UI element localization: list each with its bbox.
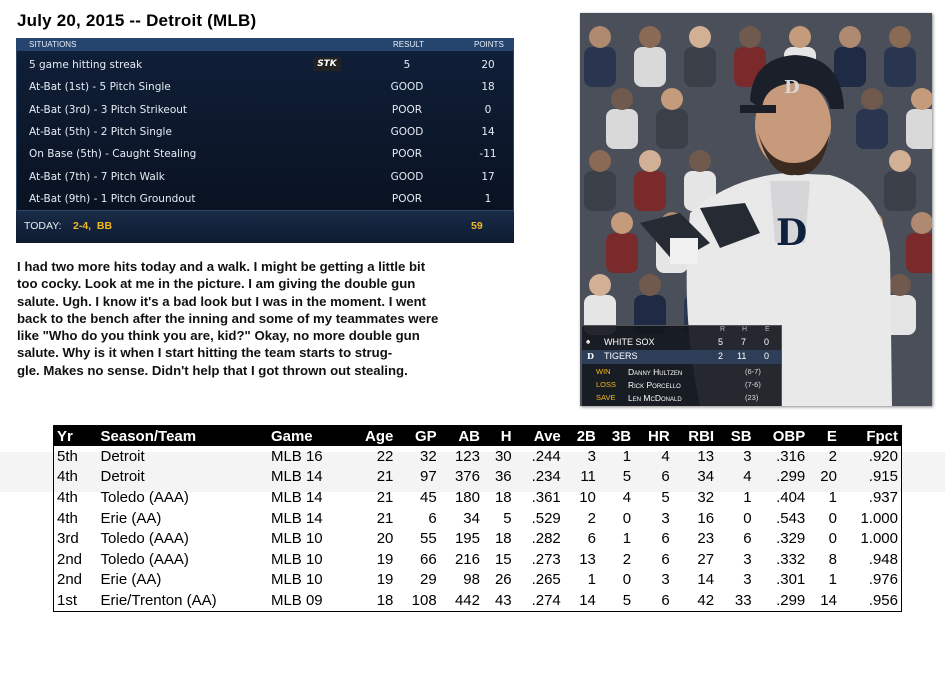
table-row [54, 487, 902, 508]
crowd-head [689, 150, 711, 172]
table-cell: 3 [661, 509, 670, 527]
journal-line: salute. Why is it when I start hitting the team starts to strug- [17, 345, 393, 361]
crowd-figure [606, 109, 638, 149]
column-header-obp: OBP [755, 426, 809, 447]
journal-text [17, 258, 517, 379]
team-hits: 7 [741, 337, 747, 347]
table-cell: 216 [454, 550, 480, 568]
decision-record: (6-7) [745, 367, 761, 376]
column-header-yr: Yr [54, 426, 98, 447]
crowd-figure [606, 233, 638, 273]
column-header-hr: HR [634, 426, 673, 447]
journal-line: salute. Ugh. I know it's a bad look but I was in the moment. I went [17, 293, 427, 309]
table-cell: 15 [494, 550, 512, 568]
situation-row [16, 121, 514, 143]
table-cell: 0 [622, 509, 632, 527]
situation-result: POOR [391, 103, 423, 116]
table-cell: 20 [376, 530, 394, 548]
table-cell: 16 [697, 509, 715, 527]
table-cell: 10 [579, 488, 596, 506]
crowd-head [589, 26, 611, 48]
table-cell: Erie (AA) [100, 509, 162, 527]
table-row [54, 467, 902, 488]
table-cell: MLB 09 [270, 591, 323, 609]
table-row [54, 570, 902, 591]
table-cell: 4th [57, 488, 78, 506]
column-header-ab: AB [440, 426, 483, 447]
table-cell: 6 [743, 530, 752, 548]
table-cell: 19 [376, 571, 394, 589]
table-cell: 22 [376, 447, 394, 465]
table-cell: 3 [661, 571, 670, 589]
situation-row [16, 188, 514, 210]
table-cell: .316 [776, 447, 806, 465]
situation-result: GOOD [390, 170, 424, 183]
page-title: July 20, 2015 -- Detroit (MLB) [17, 11, 257, 30]
table-cell: 1 [828, 488, 837, 506]
decision-row-save [582, 392, 781, 404]
table-cell: 180 [454, 488, 480, 506]
column-header-e: E [808, 426, 840, 447]
table-cell: 1 [828, 571, 837, 589]
table-cell: 21 [376, 488, 394, 506]
journal-line: back to the bench after the inning and some of my teammates were [17, 310, 439, 326]
decision-label: WIN [596, 367, 611, 376]
crowd-head [661, 88, 683, 110]
table-cell: 2 [828, 447, 837, 465]
situation-text: At-Bat (7th) - 7 Pitch Walk [29, 170, 165, 183]
table-cell: 6 [661, 468, 670, 486]
table-cell: 5th [57, 447, 78, 465]
team-hits: 11 [737, 351, 747, 361]
crowd-figure [584, 47, 616, 87]
table-cell: .282 [531, 530, 561, 548]
today-summary [16, 210, 514, 243]
table-cell: 18 [494, 488, 512, 506]
column-header-fpct: Fpct [840, 426, 902, 447]
table-cell: 1.000 [860, 530, 898, 548]
table-cell: 2 [622, 550, 632, 568]
crowd-figure [684, 47, 716, 87]
table-cell: 5 [661, 488, 670, 506]
team-runs: 2 [718, 351, 724, 361]
table-cell: 66 [420, 550, 437, 568]
table-row [54, 528, 902, 549]
table-cell: 1 [622, 530, 632, 548]
table-cell: 13 [579, 550, 596, 568]
situations-header [16, 38, 514, 51]
situation-points: -11 [479, 148, 497, 161]
team-row-tigers [582, 350, 781, 364]
table-cell: Toledo (AAA) [100, 488, 189, 506]
table-cell: .299 [776, 591, 806, 609]
table-cell: .956 [868, 591, 898, 609]
crowd-head [739, 26, 761, 48]
table-cell: 13 [697, 447, 715, 465]
table-cell: 19 [376, 550, 394, 568]
situation-text: At-Bat (3rd) - 3 Pitch Strikeout [29, 103, 188, 116]
table-cell: 1 [622, 447, 632, 465]
table-cell: MLB 10 [270, 550, 323, 568]
table-cell: 18 [494, 530, 512, 548]
table-cell: .915 [868, 468, 898, 486]
table-cell: .244 [531, 447, 561, 465]
table-cell: 3 [743, 550, 752, 568]
table-cell: .937 [868, 488, 898, 506]
column-header-3b: 3B [599, 426, 634, 447]
table-cell: 0 [828, 530, 837, 548]
table-cell: Toledo (AAA) [100, 530, 189, 548]
decision-label: SAVE [596, 393, 616, 402]
column-header-h: H [483, 426, 515, 447]
table-cell: 36 [494, 468, 512, 486]
table-cell: 14 [820, 591, 837, 609]
table-cell: 33 [734, 591, 752, 609]
table-cell: 14 [579, 591, 596, 609]
table-cell: 6 [661, 550, 670, 568]
table-cell: 1.000 [860, 509, 898, 527]
crowd-head [639, 274, 661, 296]
crowd-head [889, 150, 911, 172]
situation-text: At-Bat (5th) - 2 Pitch Single [29, 125, 172, 138]
table-cell: 5 [622, 468, 632, 486]
table-cell: 45 [420, 488, 437, 506]
table-cell: 3 [587, 447, 596, 465]
table-cell: 0 [828, 509, 837, 527]
table-cell: 108 [411, 591, 437, 609]
table-row [54, 446, 902, 467]
decision-row-win [582, 366, 781, 378]
crowd-figure [656, 109, 688, 149]
table-cell: MLB 14 [270, 488, 323, 506]
table-cell: 42 [697, 591, 715, 609]
situation-points: 18 [481, 81, 495, 94]
table-cell: 26 [494, 571, 512, 589]
svg-text:D: D [784, 77, 800, 98]
decision-player: Rick Porcello [628, 380, 681, 390]
situation-row [16, 143, 514, 165]
table-cell: 1 [743, 488, 752, 506]
crowd-head [889, 26, 911, 48]
runs-header: R [720, 326, 726, 333]
table-cell: 14 [697, 571, 715, 589]
column-header-2b: 2B [564, 426, 599, 447]
today-line: 2-4, BB [73, 220, 113, 232]
game-photo [580, 13, 932, 406]
table-cell: Detroit [100, 447, 145, 465]
situation-result: 5 [403, 59, 411, 71]
situation-points: 1 [484, 192, 492, 205]
streak-badge: STK [313, 57, 341, 71]
table-cell: 32 [697, 488, 715, 506]
situation-text: At-Bat (9th) - 1 Pitch Groundout [29, 192, 196, 205]
table-cell: 5 [622, 591, 632, 609]
situation-points: 14 [481, 125, 495, 138]
crowd-head [611, 88, 633, 110]
table-cell: .948 [868, 550, 898, 568]
table-cell: 3rd [57, 530, 79, 548]
table-cell: 55 [420, 530, 437, 548]
result-column-header: RESULT [393, 40, 424, 49]
crowd-head [789, 26, 811, 48]
crowd-figure [906, 233, 932, 273]
hits-header: H [742, 326, 748, 333]
table-cell: 6 [587, 530, 596, 548]
today-total: 59 [471, 220, 483, 232]
table-cell: 5 [503, 509, 512, 527]
situation-text: 5 game hitting streak [29, 59, 143, 71]
table-cell: .404 [776, 488, 806, 506]
table-cell: .273 [531, 550, 561, 568]
crowd-head [639, 150, 661, 172]
situation-row [16, 99, 514, 121]
table-row [54, 508, 902, 529]
table-cell: 376 [454, 468, 480, 486]
table-cell: 1st [57, 591, 78, 609]
table-row [54, 549, 902, 570]
situation-points: 17 [481, 170, 495, 183]
situation-row [16, 166, 514, 188]
table-cell: .329 [776, 530, 806, 548]
table-cell: 2nd [57, 550, 83, 568]
table-cell: 442 [454, 591, 480, 609]
table-cell: MLB 16 [270, 447, 323, 465]
team-name: WHITE SOX [604, 337, 655, 347]
team-row-white-sox [582, 336, 781, 350]
svg-text:D: D [776, 212, 808, 254]
decision-player: Danny Hultzen [628, 367, 683, 377]
situation-result: POOR [391, 148, 423, 161]
crowd-figure [884, 171, 916, 211]
table-cell: MLB 14 [270, 509, 323, 527]
crowd-head [611, 212, 633, 234]
decision-record: (23) [745, 393, 759, 402]
tigers-logo-icon: D [587, 351, 594, 361]
journal-line: gle. Makes no sense. Didn't help that I got thrown out stealing. [17, 362, 408, 378]
table-cell: 34 [463, 509, 480, 527]
table-cell: 30 [494, 447, 512, 465]
situation-text: At-Bat (1st) - 5 Pitch Single [29, 81, 171, 94]
crowd-head [911, 88, 932, 110]
table-cell: 2 [587, 509, 596, 527]
situation-row [16, 54, 514, 76]
table-cell: 98 [463, 571, 480, 589]
table-cell: .234 [531, 468, 561, 486]
table-cell: 4th [57, 509, 78, 527]
column-header-age: Age [348, 426, 396, 447]
table-cell: .301 [776, 571, 806, 589]
column-header-rbi: RBI [673, 426, 717, 447]
table-cell: 23 [697, 530, 715, 548]
table-cell: 195 [454, 530, 480, 548]
crowd-head [689, 26, 711, 48]
table-cell: 97 [420, 468, 437, 486]
crowd-head [839, 26, 861, 48]
table-cell: 21 [376, 468, 394, 486]
table-cell: 18 [376, 591, 394, 609]
errors-header: E [765, 326, 770, 333]
crowd-figure [884, 47, 916, 87]
table-cell: 29 [420, 571, 437, 589]
situation-result: POOR [391, 192, 423, 205]
table-cell: 8 [828, 550, 837, 568]
table-cell: 123 [454, 447, 480, 465]
table-cell: 3 [743, 571, 752, 589]
table-cell: .361 [531, 488, 561, 506]
table-cell: MLB 14 [270, 468, 323, 486]
table-cell: 20 [820, 468, 837, 486]
journal-line: I had two more hits today and a walk. I might be getting a little bit [17, 259, 426, 274]
situation-row [16, 76, 514, 98]
team-errors: 0 [764, 351, 770, 361]
crowd-figure [834, 47, 866, 87]
situations-panel [16, 38, 514, 242]
crowd-head [861, 88, 883, 110]
column-header-season-team: Season/Team [98, 426, 268, 447]
table-cell: .299 [776, 468, 806, 486]
table-cell: 4 [622, 488, 632, 506]
crowd-head [889, 274, 911, 296]
table-cell: MLB 10 [270, 571, 323, 589]
table-cell: 6 [661, 530, 670, 548]
crowd-figure [906, 109, 932, 149]
table-cell: 1 [587, 571, 596, 589]
table-cell: 2nd [57, 571, 83, 589]
table-cell: 6 [661, 591, 670, 609]
crowd-figure [856, 109, 888, 149]
column-header-ave: Ave [515, 426, 564, 447]
table-cell: 4 [743, 468, 752, 486]
table-cell: 6 [428, 509, 437, 527]
crowd-figure [584, 171, 616, 211]
journal-line: like "Who do you think you are, kid?" Okay, no more double gun [17, 328, 420, 344]
table-cell: Toledo (AAA) [100, 550, 189, 568]
table-cell: 21 [376, 509, 394, 527]
table-cell: .274 [531, 591, 561, 609]
decision-label: LOSS [596, 380, 617, 389]
table-row [54, 590, 902, 611]
table-cell: 4th [57, 468, 78, 486]
table-cell: .332 [776, 550, 806, 568]
column-header-game: Game [268, 426, 349, 447]
sox-logo-icon: ♠ [586, 337, 591, 346]
crowd-head [911, 212, 932, 234]
crowd-figure [634, 171, 666, 211]
table-cell: .920 [868, 447, 898, 465]
situation-text: On Base (5th) - Caught Stealing [29, 148, 197, 161]
decision-row-loss [582, 379, 781, 391]
table-cell: 0 [743, 509, 752, 527]
table-cell: 43 [494, 591, 512, 609]
decision-player: Len McDonald [628, 393, 682, 403]
column-header-sb: SB [717, 426, 754, 447]
table-cell: .976 [868, 571, 898, 589]
career-stats-table [53, 425, 902, 612]
situations-column-header: SITUATIONS [29, 40, 77, 49]
table-cell: .265 [531, 571, 561, 589]
table-cell: 4 [661, 447, 670, 465]
team-name: TIGERS [604, 351, 638, 361]
table-cell: Detroit [100, 468, 145, 486]
points-column-header: POINTS [474, 40, 504, 49]
situation-result: GOOD [390, 125, 424, 138]
table-cell: .543 [776, 509, 806, 527]
today-label: TODAY: [24, 220, 62, 232]
decision-record: (7-6) [745, 380, 761, 389]
situation-points: 0 [484, 103, 492, 116]
table-cell: 34 [697, 468, 715, 486]
table-cell: 3 [743, 447, 752, 465]
column-header-gp: GP [396, 426, 439, 447]
table-cell: Erie/Trenton (AA) [100, 591, 217, 609]
crowd-head [589, 150, 611, 172]
table-cell: 11 [580, 468, 596, 486]
team-errors: 0 [764, 337, 770, 347]
table-cell: Erie (AA) [100, 571, 162, 589]
situation-points: 20 [481, 59, 495, 71]
journal-line: too cocky. Look at me in the picture. I am giving the double gun [17, 276, 416, 292]
table-header-row [54, 426, 902, 447]
situation-result: GOOD [390, 81, 424, 94]
table-cell: .529 [531, 509, 561, 527]
crowd-head [639, 26, 661, 48]
table-cell: MLB 10 [270, 530, 323, 548]
scoreboard [581, 325, 782, 406]
crowd-head [589, 274, 611, 296]
team-runs: 5 [718, 337, 724, 347]
table-cell: 27 [697, 550, 715, 568]
table-cell: 0 [622, 571, 632, 589]
table-cell: 32 [420, 447, 437, 465]
crowd-figure [634, 47, 666, 87]
